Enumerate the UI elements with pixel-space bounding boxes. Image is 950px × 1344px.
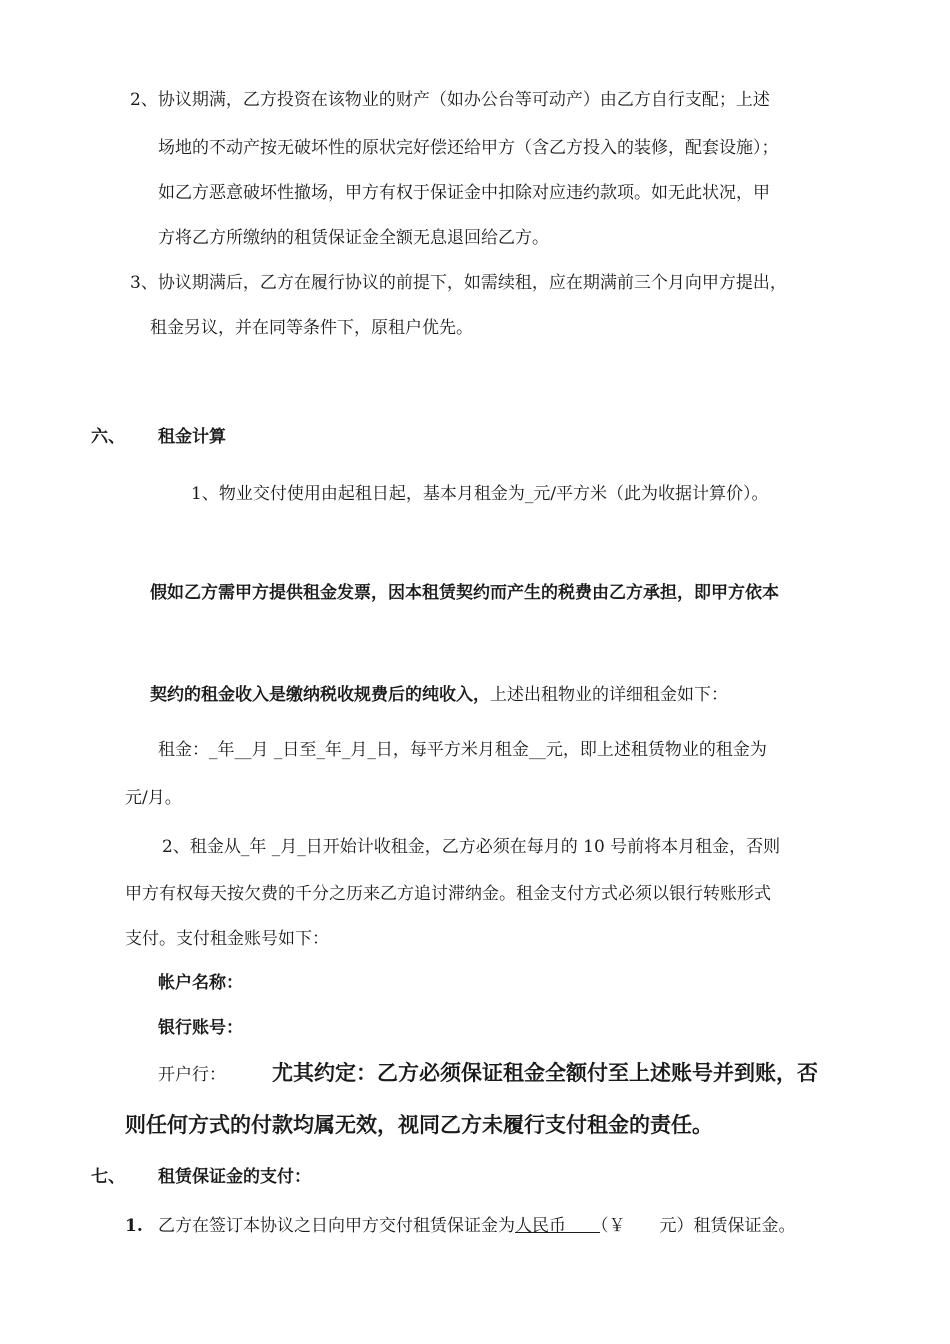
clause-6-2-line-3: 支付。支付租金账号如下： (125, 929, 329, 949)
clause-7-1-text-a: 乙方在签订本协议之日向甲方交付租赁保证金为 (158, 1216, 515, 1236)
section-6-number: 六、 (91, 427, 125, 447)
clause-6-2-line-1: 2、租金从_年 _月_日开始计收租金，乙方必须在每月的 10 号前将本月租金，否则 (162, 837, 781, 857)
invoice-tax-line-1: 假如乙方需甲方提供租金发票，因本租赁契约而产生的税费由乙方承担，即甲方依本 (150, 583, 779, 603)
clause-6-2-line-2: 甲方有权每天按欠费的千分之历来乙方追讨滞纳金。租金支付方式必须以银行转账形式 (125, 884, 771, 904)
rent-period-line-1: 租金：_年__月 _日至_年_月_日，每平方米月租金__元，即上述租赁物业的租金为 (158, 740, 767, 760)
special-agreement-line-1: 尤其约定：乙方必须保证租金全额付至上述账号并到账，否 (272, 1060, 818, 1085)
clause-7-1-number: 1. (125, 1216, 143, 1236)
invoice-tax-line-2-bold: 契约的租金收入是缴纳税收规费后的纯收入， (150, 685, 490, 705)
clause-6-1: 1、物业交付使用由起租日起，基本月租金为_元/平方米（此为收据计算价）。 (191, 484, 769, 504)
section-6-title: 租金计算 (158, 427, 226, 447)
bank-label: 开户行： (158, 1065, 226, 1085)
invoice-tax-line-2-tail: 上述出租物业的详细租金如下： (490, 685, 728, 705)
clause-5-2-line-1: 2、协议期满，乙方投资在该物业的财产（如办公台等可动产）由乙方自行支配；上述 (130, 90, 770, 110)
clause-5-2-line-3: 如乙方恶意破坏性撤场，甲方有权于保证金中扣除对应违约款项。如无此状况，甲 (158, 183, 770, 203)
clause-5-2-line-4: 方将乙方所缴纳的租赁保证金全额无息退回给乙方。 (158, 228, 549, 248)
deposit-currency-blank: 人民币 (515, 1216, 600, 1236)
clause-7-1 (158, 1214, 796, 1238)
invoice-tax-line-2 (150, 683, 728, 707)
clause-5-3-line-2: 租金另议，并在同等条件下，原租户优先。 (150, 318, 473, 338)
account-number-label: 银行账号： (158, 1018, 243, 1038)
clause-5-2-line-2: 场地的不动产按无破坏性的原状完好偿还给甲方（含乙方投入的装修，配套设施）； (158, 138, 779, 158)
clause-5-3-line-1: 3、协议期满后，乙方在履行协议的前提下，如需续租，应在期满前三个月向甲方提出， (130, 273, 787, 293)
clause-7-1-text-b: （￥ 元）租赁保证金。 (600, 1216, 796, 1236)
section-7-title: 租赁保证金的支付： (158, 1167, 311, 1187)
account-name-label: 帐户名称： (158, 973, 243, 993)
rent-period-line-2: 元/月。 (125, 788, 182, 808)
special-agreement-line-2: 则任何方式的付款均属无效，视同乙方未履行支付租金的责任。 (125, 1112, 713, 1137)
section-7-number: 七、 (91, 1167, 125, 1187)
